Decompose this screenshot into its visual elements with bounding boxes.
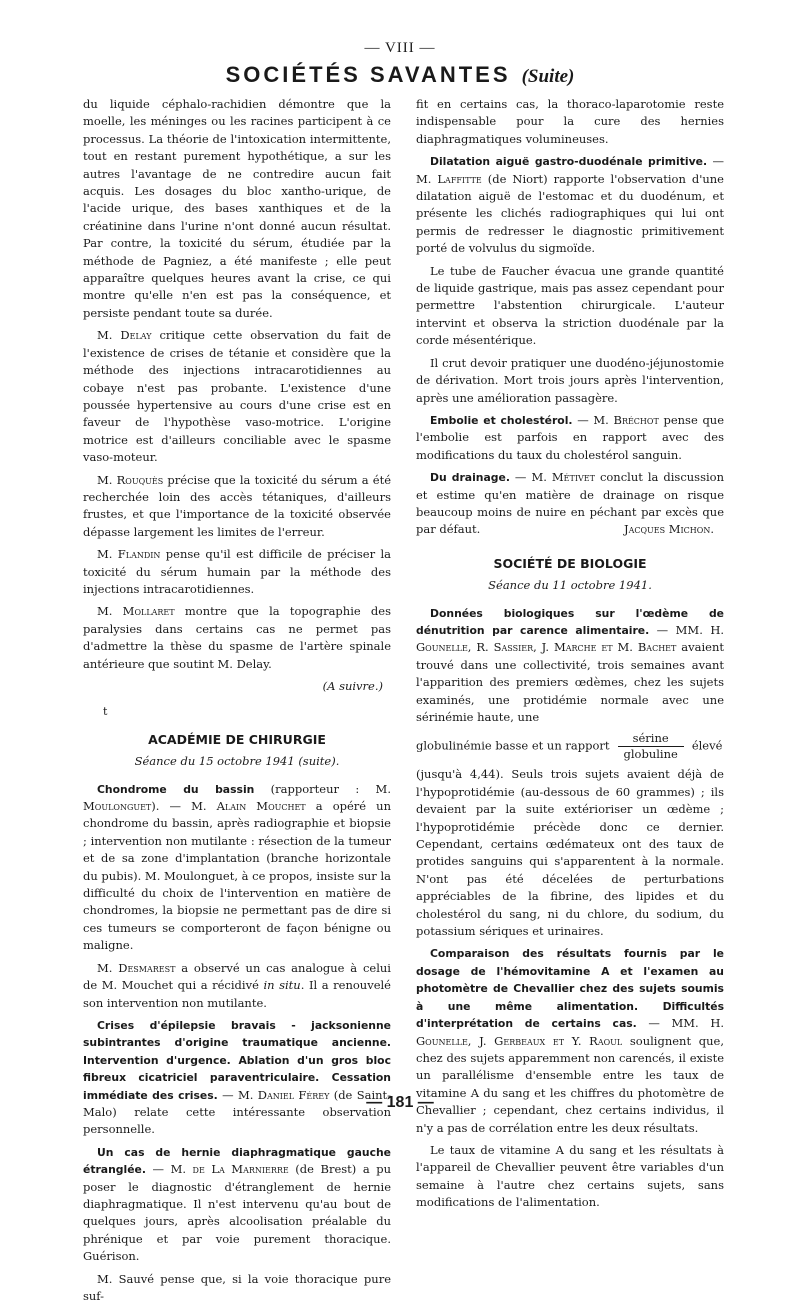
article-heading: Crises d'épilepsie bravais - jacksonienne subintrantes d'origine traumatique ancienne. Intervention d'urgence. Ablation d'un gros bloc fibreux cicatriciel paraventriculaire. Cessation immédiate des crises. <box>83 1018 391 1102</box>
to-be-continued: (A suivre.) <box>322 679 383 693</box>
paragraph-text: — <box>217 1087 238 1102</box>
roman-folio: — VIII — <box>364 40 436 56</box>
article-heading: Un cas de hernie diaphragmatique gauche étranglée. <box>83 1145 391 1177</box>
fraction-numerator: sérine <box>618 731 684 747</box>
paragraph-text: — <box>509 470 532 485</box>
session-date: Séance du 15 octobre 1941 (suite). <box>134 754 340 769</box>
page-number: — 181 — <box>366 1094 434 1111</box>
stray-mark: t <box>103 705 108 719</box>
paragraph <box>416 469 724 539</box>
paragraph-text: — <box>145 1162 171 1177</box>
right-column <box>416 96 725 1210</box>
speaker-name: M. Métivet <box>531 470 595 485</box>
paragraph-text: précise que la toxicité du sérum a été recherchée loin des accès tétaniques, d'ailleurs frustes, et que l'importance de la toxicité observée dépasse largement les limites de l'erreur. <box>83 472 391 539</box>
author-names: MM. H. Gounelle, R. Sassier, J. Marche et M. Bachet <box>416 622 725 655</box>
left-column <box>83 96 392 1303</box>
paragraph-text: pense que l'embolie est parfois en rapport avec des modifications du taux du cholestérol sanguin. <box>416 412 725 462</box>
session-date: Séance du 11 octobre 1941. <box>488 578 652 593</box>
paragraph <box>83 960 391 1012</box>
speaker-name: M. Alain Mouchet <box>191 799 306 814</box>
paragraph: Le tube de Faucher évacua une grande quantité de liquide gastrique, mais pas assez cependant pour permettre l'abstention chirurgicale. L'auteur intervint et observa la striction duodénale par la corde mésentérique. <box>416 263 724 348</box>
paragraph <box>83 327 391 466</box>
paragraph-text: — <box>572 412 594 427</box>
paragraph-text: critique cette observation du fait de l'existence de crises de tétanie et considère que la méthode des injections intracarotidiennes au cobaye n'est pas probante. L'existence d'une poussée hypertensive au cours d'une crise est en faveur de l'hypothèse vaso-motrice. L'origine motrice est d'ailleurs conciliable avec le spasme vaso-moteur. <box>83 328 391 465</box>
speaker-name: M. Rouquès <box>97 472 164 487</box>
section-title: SOCIÉTÉ DE BIOLOGIE <box>493 555 647 571</box>
article-heading: Dilatation aiguë gastro-duodénale primitive. <box>430 155 708 169</box>
speaker-name: M. Flandin <box>97 547 161 562</box>
paragraph-text: a opéré un chondrome du bassin, après radiographie et biopsie ; intervention non mutilante : résection de la tumeur et de sa zone d'implantation (branche horizontale du pubis). M. Moulonguet, à ce propos, insiste sur la difficulté du choix de l'intervention en matière de chondromes, la biopsie ne permettant pas de dire si ces tumeurs se comporteront de façon bénigne ou maligne. <box>83 799 391 953</box>
paragraph <box>83 472 391 542</box>
paragraph-text: soulignent que, chez des sujets apparemment non carencés, il existe un parallélisme d'ensemble entre les taux de vitamine A du sang et les chiffres du photomètre de Chevallier ; cependant, chez certains individus, il n'y a pas de corrélation entre les deux résultats. <box>416 1033 725 1135</box>
speaker-name: M. Bréchot <box>593 412 659 427</box>
masthead <box>0 62 800 88</box>
paragraph-text: conclut la discussion et estime qu'en matière de drainage on risque beaucoup moins de nuire en péchant par excès que par défaut. <box>416 470 724 537</box>
section-title: ACADÉMIE DE CHIRURGIE <box>148 731 326 747</box>
paragraph: fit en certains cas, la thoraco-laparotomie reste indispensable pour la cure des hernies diaphragmatiques volumineuses. <box>416 97 724 146</box>
paragraph-text: globulinémie basse et un rapport <box>416 738 610 753</box>
speaker-name: M. Desmarest <box>97 960 176 975</box>
paragraph-text: ). — <box>151 799 192 814</box>
speaker-name: M. Laffitte <box>416 171 482 186</box>
article-heading: Chondrome du bassin <box>97 782 255 796</box>
paragraph <box>83 1144 391 1266</box>
paragraph-text: a observé un cas analogue à celui de M. Mouchet qui a récidivé <box>83 960 391 993</box>
paragraph: (jusqu'à 4,44). Seuls trois sujets avaient déjà de l'hypoprotidémie (au-dessous de 60 grammes) ; ils devaient par la suite extérioriser un œdème ; l'hypoprotidémie précède donc ce dernier. Cependant, certains œdémateux ont des taux de protides sanguins qui s'apparentent à la normale. N'ont pas été décelées de perturbations appréciables de la fibrine, des lipides et du cholestérol du sang, ni du chlore, du sodium, du potassium sériques et urinaires. <box>416 767 724 939</box>
paragraph <box>83 603 391 673</box>
rapporteur-name: Moulonguet <box>83 799 152 814</box>
article-heading: Données biologiques sur l'œdème de dénutrition par carence alimentaire. <box>416 606 724 637</box>
paragraph-text: élevé <box>691 738 723 753</box>
paragraph <box>83 546 391 598</box>
paragraph <box>416 412 724 464</box>
paragraph <box>416 153 724 257</box>
paragraph-text: . Il a renouvelé son intervention non mutilante. <box>83 978 391 1010</box>
speaker-name: M. de La Marnierre <box>170 1162 289 1177</box>
paragraph-text: (rapporteur : M. <box>254 781 391 796</box>
paragraph-text: — <box>649 622 676 637</box>
paragraph-text: — <box>707 154 724 169</box>
paragraph-text: pense qu'il est difficile de préciser la toxicité du sérum humain par la méthode des injections intracarotidiennes. <box>83 547 391 596</box>
paragraph: Le taux de vitamine A du sang et les résultats à l'appareil de Chevallier peuvent être variables d'un semaine à l'autre chez certains sujets, sans modifications de l'alimentation. <box>416 1142 724 1210</box>
paragraph-text: montre que la topographie des paralysies dans certains cas ne permet pas d'admettre la thèse du spasme de l'artère spinale antérieure que soutint M. Delay. <box>83 604 391 671</box>
ratio-line <box>416 731 724 762</box>
paragraph: M. Sauvé pense que, si la voie thoracique pure suf- <box>83 1271 391 1303</box>
speaker-name: M. Mollaret <box>97 604 175 619</box>
masthead-title: SOCIÉTÉS SAVANTES <box>225 62 511 87</box>
author-signature: Jacques Michon. <box>623 522 714 537</box>
paragraph: Il crut devoir pratiquer une duodéno-jéjunostomie de dérivation. Mort trois jours après l'intervention, après une amélioration passagère. <box>416 355 724 405</box>
ratio-fraction <box>618 731 684 762</box>
paragraph-text: (de Niort) rapporte l'observation d'une dilatation aiguë de l'estomac et du duodénum, et présente les clichés radiographiques qui lui ont permis de redresser le diagnostic primitivement porté de volvulus du sigmoïde. <box>416 171 724 256</box>
article-heading: Embolie et cholestérol. <box>430 413 573 427</box>
article-heading: Du drainage. <box>430 471 510 485</box>
speaker-name: M. Daniel Férey <box>237 1087 330 1102</box>
speaker-name: M. Delay <box>97 328 152 343</box>
article-heading: Comparaison des résultats fournis par le dosage de l'hémovitamine A et l'examen au photomètre de Chevallier chez des sujets soumis à une même alimentation. Difficultés d'interprétation de certains cas. <box>416 947 724 1031</box>
paragraph-text: (de Saint-Malo) relate cette intéressante observation personnelle. <box>83 1087 392 1137</box>
paragraph: du liquide céphalo-rachidien démontre que la moelle, les méninges ou les racines participent à ce processus. La théorie de l'intoxication intermittente, tout en restant purement hypothétique, a sur les autres l'avantage de ne contredire aucun fait acquis. Les dosages du bloc xantho-urique, de l'acide urique, des bases xanthiques et de la créatinine dans l'urine n'ont donné aucun résultat. Par contre, la toxicité du sérum, étudiée par la méthode de Pagniez, a été manifeste ; elle peut apparaître quelques heures avant la crise, ce qui montre qu'elle n'en est pas la conséquence, et persiste pendant toute sa durée. <box>83 97 391 320</box>
emphasis: in situ <box>263 978 301 993</box>
paragraph-text: — <box>636 1016 672 1031</box>
paragraph <box>416 605 724 727</box>
paragraph-text: avaient trouvé dans une collectivité, trois semaines avant l'apparition des premiers œdèmes, chez les sujets examinés, une protidémie normale avec une sérinémie haute, une <box>416 640 724 724</box>
author-names: MM. H. Gounelle, J. Gerbeaux et Y. Raoul <box>416 1016 725 1048</box>
fraction-denominator: globuline <box>623 747 678 762</box>
paragraph <box>83 1017 391 1139</box>
paragraph-text: (de Brest) a pu poser le diagnostic d'étranglement de hernie diaphragmatique. Il n'est intervenu qu'au bout de quelques jours, après alcoolisation préalable du phrénique et par voie purement thoracique. Guérison. <box>83 1162 391 1264</box>
paragraph <box>83 781 391 955</box>
masthead-suite: (Suite) <box>521 66 575 87</box>
